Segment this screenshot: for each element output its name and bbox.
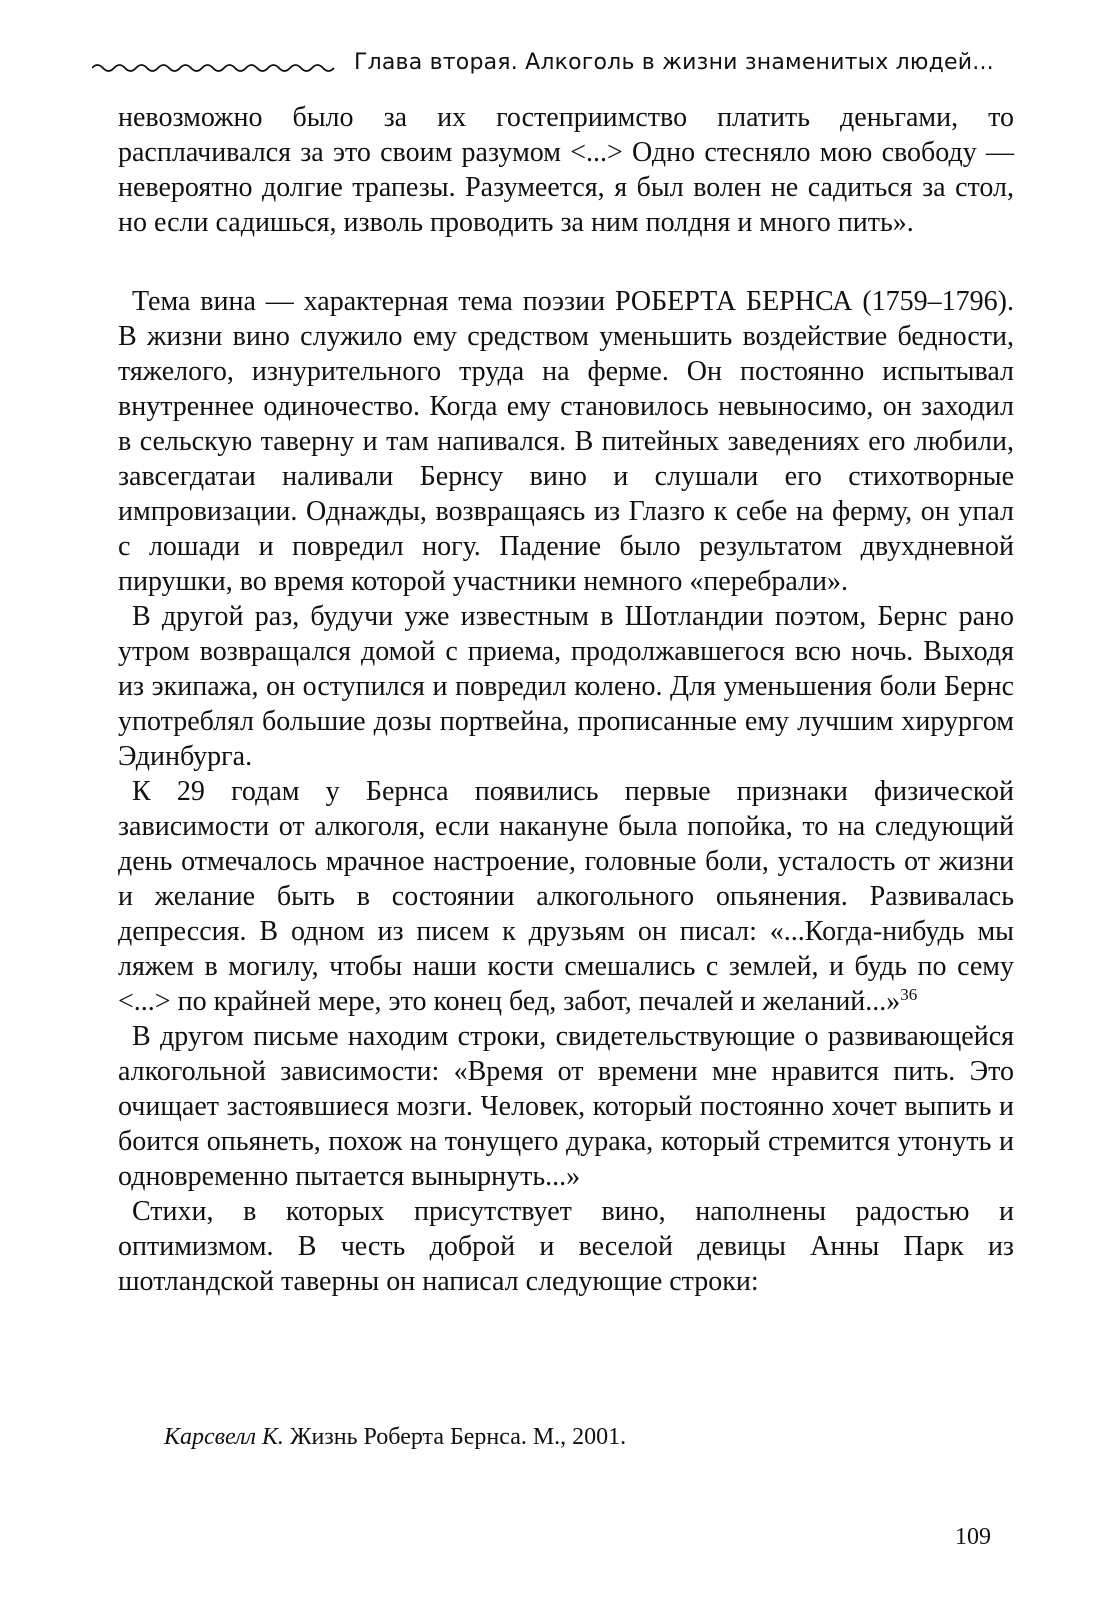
footnote-text: Жизнь Роберта Бернса. М., 2001. (283, 1424, 627, 1450)
footnote (164, 1424, 626, 1451)
page-number: 109 (955, 1524, 991, 1550)
paragraph: невозможно было за их гостеприимство платить деньгами, то расплачивался за это своим разумом <...> Одно стесняло мою свободу — невероятно долгие трапезы. Разумеется, я был волен не садиться за стол, но если садишься, изволь проводить за ним полдня и много пить». (118, 102, 1014, 238)
main-text (118, 100, 1014, 1299)
paragraph: В другой раз, будучи уже известным в Шотландии поэтом, Бернс рано утром возвращался домой с приема, продолжавшегося всю ночь. Выходя из экипажа, он оступился и повредил колено. Для уменьшения боли Бернс употреблял большие дозы портвейна, прописанные ему лучшим хирургом Эдинбурга. (118, 601, 1014, 772)
footnote-author: Карсвелл К. (164, 1424, 284, 1450)
paragraph-text: К 29 годам у Бернса появились первые признаки физической зависимости от алкоголя, если накануне была попойка, то на следующий день отмечалось мрачное настроение, головные боли, усталость от жизни и желание быть в состоянии алкогольного опьянения. Развивалась депрессия. В одном из писем к друзьям он писал: «...Когда-нибудь мы ляжем в могилу, чтобы наши кости смешались с землей, и будь по сему <...> по крайней мере, это конец бед, забот, печалей и желаний...» (118, 776, 1014, 1017)
paragraph: В другом письме находим строки, свидетельствующие о развивающейся алкогольной зависимости: «Время от времени мне нравится пить. Это очищает застоявшиеся мозги. Человек, который постоянно хочет выпить и боится опьянеть, похож на тонущего дурака, который стремится утонуть и одновременно пытается вынырнуть...» (118, 1021, 1014, 1192)
wavy-ornament-icon (92, 62, 342, 74)
paragraph (118, 774, 1014, 1019)
running-header (92, 48, 1012, 82)
paragraph: Тема вина — характерная тема поэзии РОБЕРТА БЕРНСА (1759–1796). В жизни вино служило ему средством уменьшить воздействие бедности, тяжелого, изнурительного труда на ферме. Он постоянно испытывал внутреннее одиночество. Когда ему становилось невыносимо, он заходил в сельскую таверну и там напивался. В питейных заведениях его любили, завсегдатаи наливали Бернсу вино и слушали его стихотворные импровизации. Однажды, возвращаясь из Глазго к себе на ферму, он упал с лошади и повредил ногу. Падение было результатом двухдневной пирушки, во время которой участники немного «перебрали». (118, 286, 1014, 597)
running-title: Глава вторая. Алкоголь в жизни знаменитых людей... (354, 50, 994, 75)
footnote-reference: 36 (900, 985, 918, 1004)
paragraph: Стихи, в которых присутствует вино, наполнены радостью и оптимизмом. В честь доброй и веселой девицы Анны Парк из шотландской таверны он написал следующие строки: (118, 1196, 1014, 1297)
